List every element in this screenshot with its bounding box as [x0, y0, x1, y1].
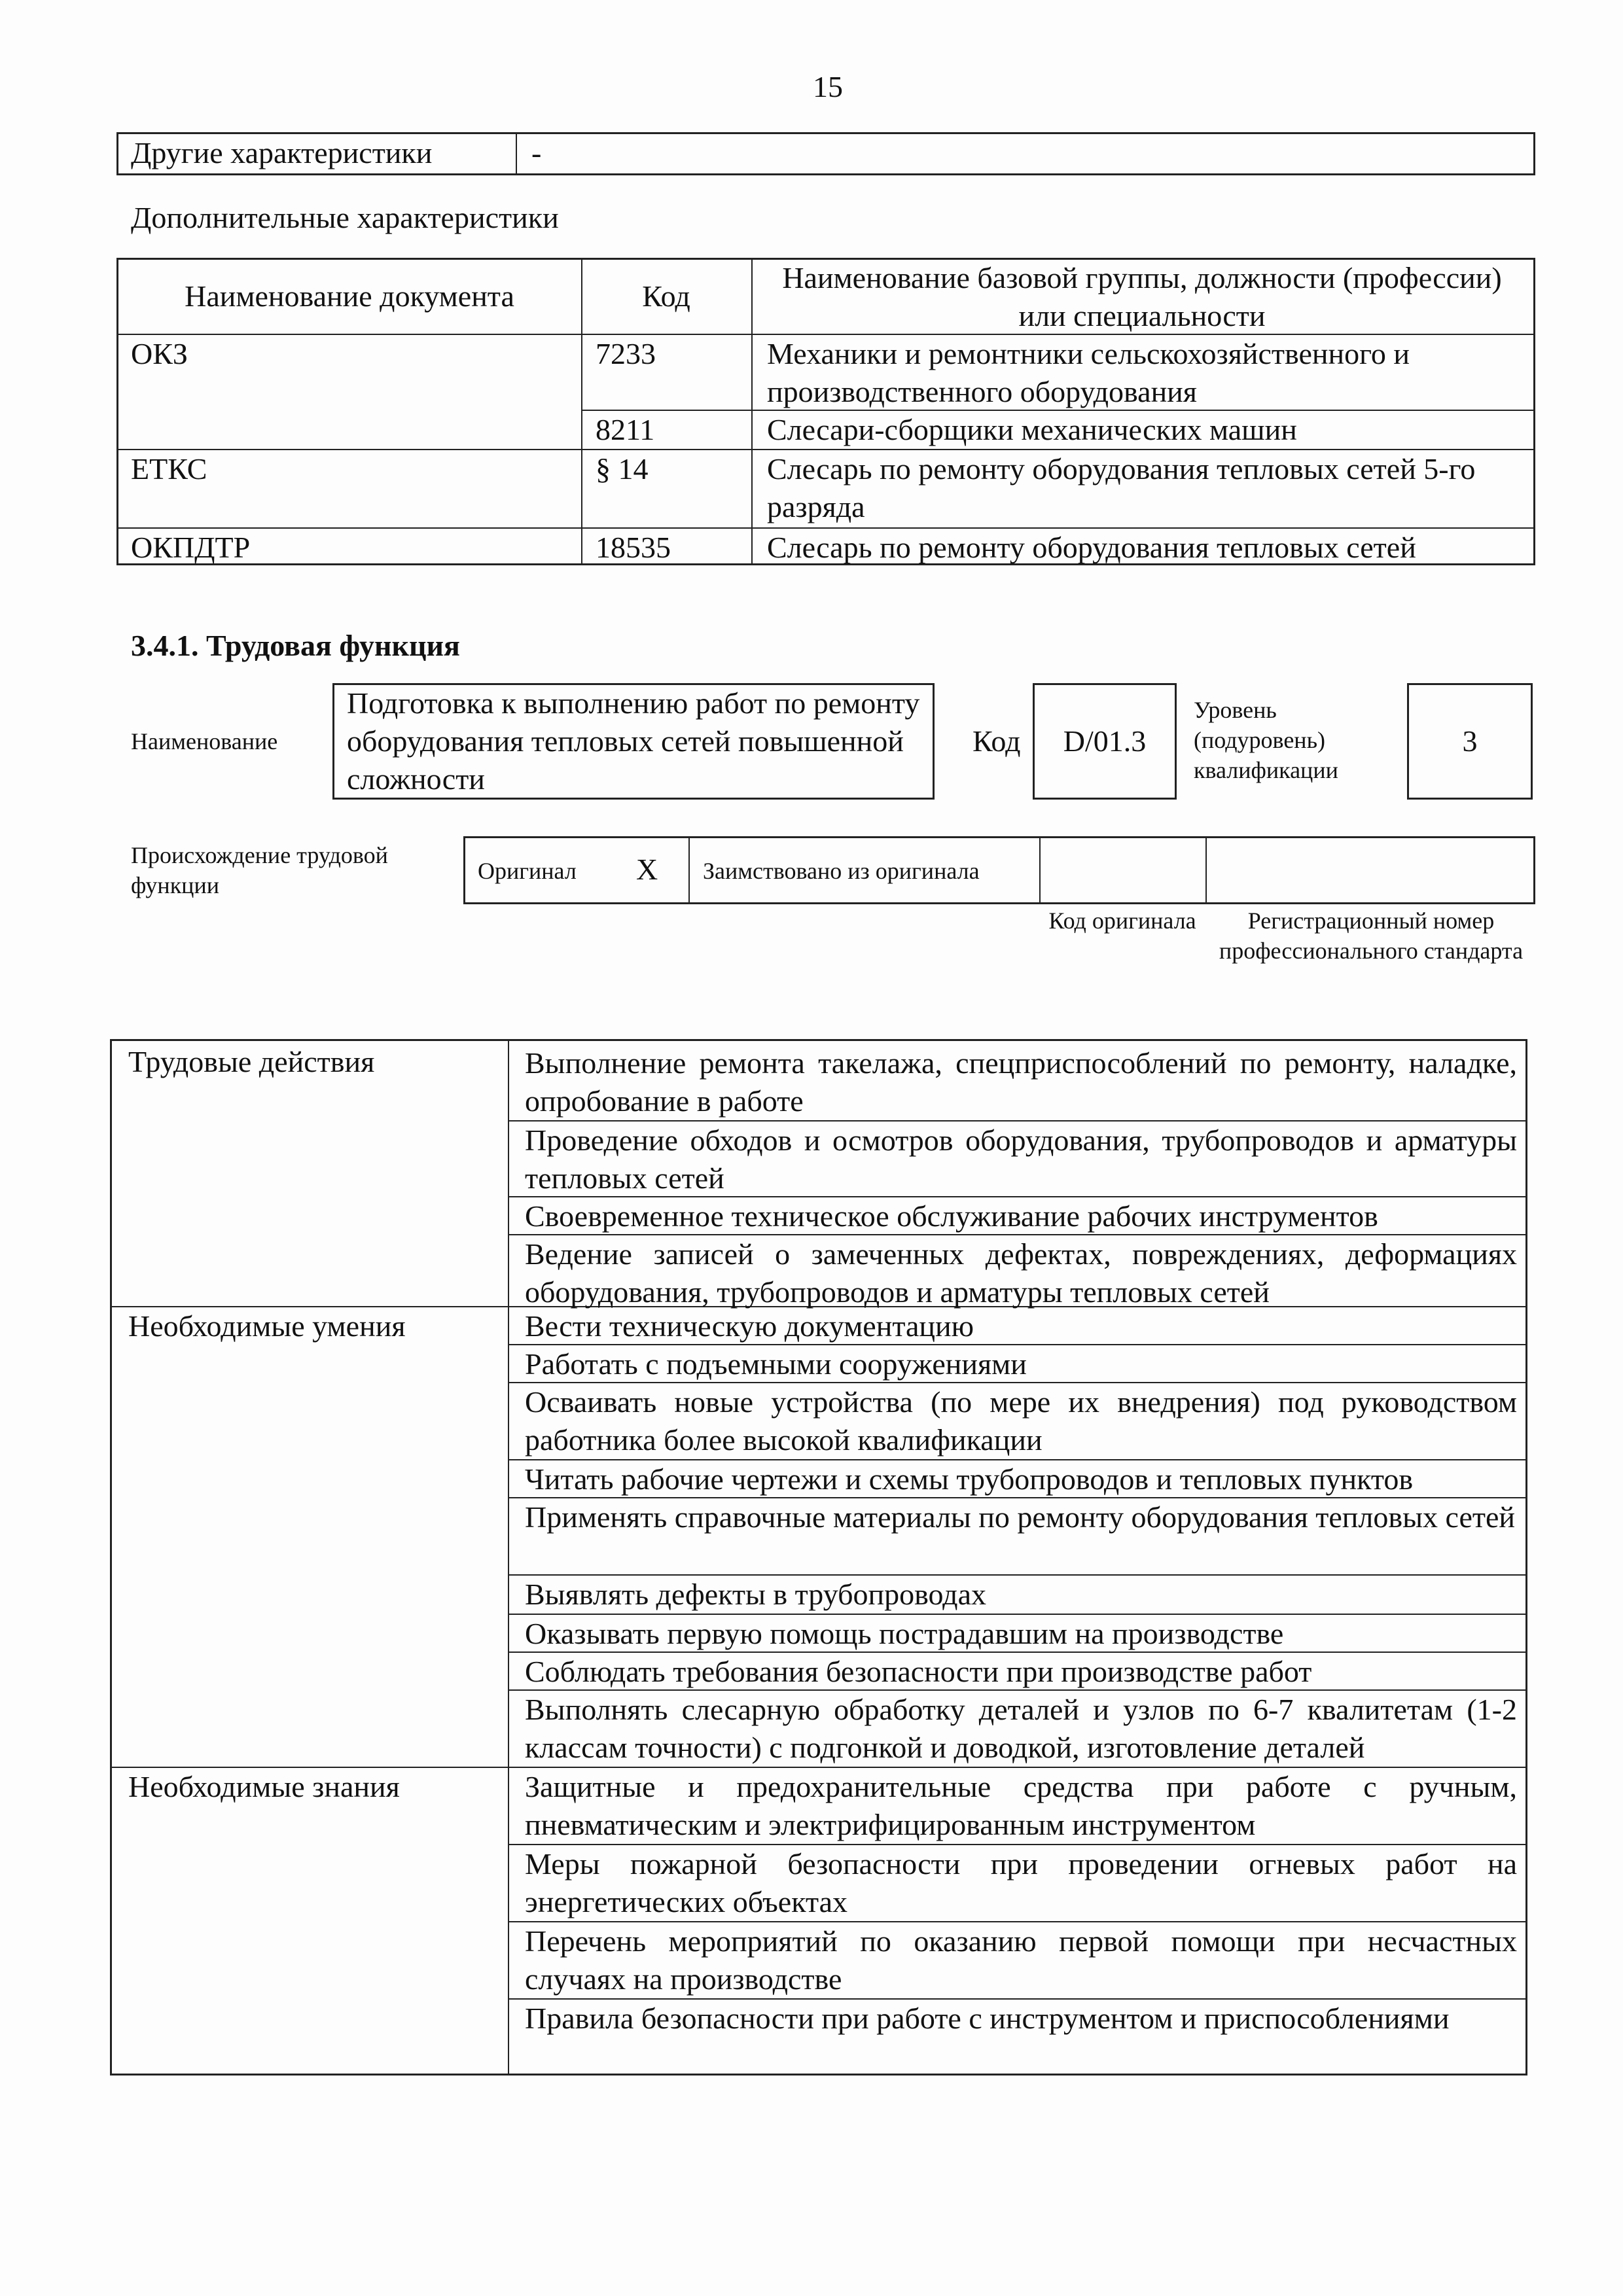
- origin-original-mark: X: [636, 853, 658, 886]
- table-cell-name: Слесарь по ремонту оборудования тепловых сетей: [767, 531, 1416, 564]
- table-header-code: Код: [642, 279, 690, 313]
- list-item: Выполнение ремонта такелажа, спецприспособлений по ремонту, наладке, опробование в работе: [525, 1046, 1517, 1118]
- origin-code-caption: Код оригинала: [1048, 908, 1196, 934]
- table-cell-doc: ОКПДТР: [131, 531, 251, 564]
- table-cell-code: § 14: [596, 452, 649, 486]
- list-item: Защитные и предохранительные средства при работе с ручным, пневматическим и электрифицированным инструментом: [525, 1770, 1517, 1841]
- origin-borrowed-label: Заимствовано из оригинала: [703, 858, 980, 884]
- table-cell-name: Слесарь по ремонту оборудования тепловых сетей 5-го разряда: [767, 452, 1476, 523]
- other-characteristics-label: Другие характеристики: [131, 136, 433, 169]
- section-title-knowledge: Необходимые знания: [128, 1770, 400, 1803]
- list-item: Ведение записей о замеченных дефектах, повреждениях, деформациях оборудования, трубопроводов и арматуры тепловых сетей: [525, 1237, 1517, 1309]
- table-cell-doc: ОКЗ: [131, 337, 188, 370]
- table-header-document: Наименование документа: [185, 279, 514, 313]
- origin-original-label: Оригинал: [478, 858, 577, 884]
- origin-row: [463, 836, 1535, 904]
- function-code-label: Код: [972, 724, 1021, 758]
- function-name-value: Подготовка к выполнению работ по ремонту оборудования тепловых сетей повышенной сложности: [347, 686, 920, 796]
- list-item: Своевременное техническое обслуживание рабочих инструментов: [525, 1199, 1378, 1233]
- list-item: Применять справочные материалы по ремонту оборудования тепловых сетей: [525, 1500, 1516, 1534]
- list-item: Вести техническую документацию: [525, 1309, 974, 1343]
- list-item: Выполнять слесарную обработку деталей и узлов по 6-7 квалитетам (1-2 классам точности) с подгонкой и доводкой, изготовление деталей: [525, 1693, 1517, 1764]
- list-item: Перечень мероприятий по оказанию первой помощи при несчастных случаях на производстве: [525, 1924, 1517, 1996]
- list-item: Осваивать новые устройства (по мере их внедрения) под руководством работника более высокой квалификации: [525, 1385, 1517, 1457]
- list-item: Работать с подъемными сооружениями: [525, 1347, 1027, 1381]
- table-cell-code: 18535: [596, 531, 671, 564]
- function-name-label: Наименование: [131, 728, 278, 754]
- list-item: Соблюдать требования безопасности при производстве работ: [525, 1655, 1312, 1688]
- other-characteristics-value: -: [531, 136, 542, 169]
- section-title-skills: Необходимые умения: [128, 1309, 406, 1343]
- list-item: Правила безопасности при работе с инструментом и приспособлениями: [525, 2002, 1450, 2035]
- table-cell-name: Слесари-сборщики механических машин: [767, 413, 1297, 446]
- page-number: 15: [813, 70, 843, 103]
- origin-registration-caption: Регистрационный номер профессионального стандарта: [1219, 908, 1524, 964]
- list-item: Читать рабочие чертежи и схемы трубопроводов и тепловых пунктов: [525, 1462, 1414, 1496]
- list-item: Меры пожарной безопасности при проведении огневых работ на энергетических объектах: [525, 1847, 1517, 1918]
- table-cell-doc: ЕТКС: [131, 452, 207, 486]
- list-item: Проведение обходов и осмотров оборудования, трубопроводов и арматуры тепловых сетей: [525, 1123, 1517, 1195]
- table-header-group: Наименование базовой группы, должности (профессии) или специальности: [782, 261, 1502, 332]
- table-cell-code: 8211: [596, 413, 655, 446]
- qualification-level-value: 3: [1462, 724, 1478, 758]
- list-item: Выявлять дефекты в трубопроводах: [525, 1578, 987, 1611]
- table-cell-name: Механики и ремонтники сельскохозяйственного и производственного оборудования: [767, 337, 1410, 408]
- function-heading: 3.4.1. Трудовая функция: [131, 629, 460, 662]
- table-cell-code: 7233: [596, 337, 656, 370]
- qualification-level-label: Уровень (подуровень) квалификации: [1194, 697, 1338, 783]
- additional-characteristics-title: Дополнительные характеристики: [131, 201, 559, 234]
- section-title-actions: Трудовые действия: [128, 1045, 375, 1078]
- function-code-value: D/01.3: [1063, 724, 1147, 758]
- list-item: Оказывать первую помощь пострадавшим на производстве: [525, 1617, 1284, 1650]
- origin-label: Происхождение трудовой функции: [131, 842, 388, 898]
